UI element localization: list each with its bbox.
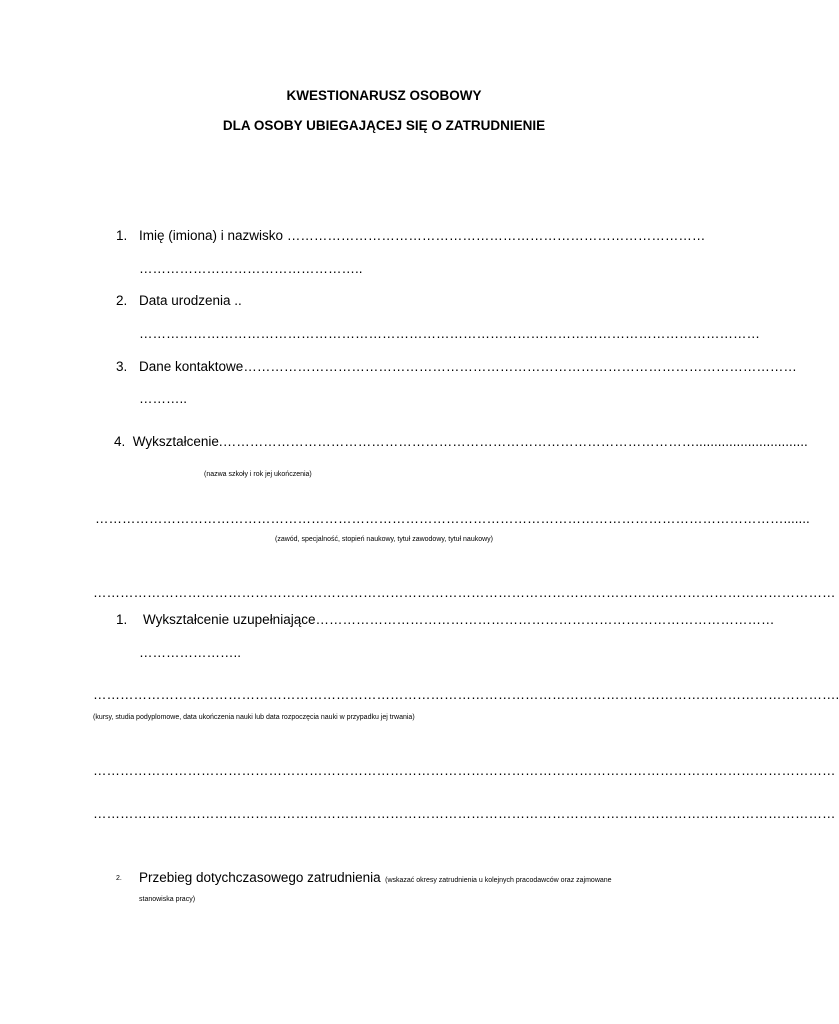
supplementary-field-line-3[interactable]: …………………………………………………………………………………………………………………………………………………. xyxy=(93,687,839,702)
item-number: 3. xyxy=(116,359,128,374)
item-number: 2. xyxy=(116,293,128,308)
education-field-line-3[interactable]: ………………………………………………………………………………………………………………………………………………… xyxy=(93,585,836,600)
contact-field-line[interactable]: …………………………………………………………………………………………………………… xyxy=(243,359,797,374)
item-number: 4. xyxy=(114,434,126,449)
supplementary-label: Wykształcenie uzupełniające xyxy=(143,612,316,627)
supplementary-field-line-5[interactable]: ………………………………………………………………………………………………………………………………………………… xyxy=(93,806,836,821)
name-label xyxy=(139,228,705,243)
supplementary-hint: (kursy, studia podyplomowe, data ukończenia nauki lub data rozpoczęcia nauki w przypadku jej trwania) xyxy=(93,714,415,721)
item-number: 1. xyxy=(116,228,128,243)
education-row xyxy=(114,434,808,449)
employment-label: Przebieg dotychczasowego zatrudnienia xyxy=(139,870,381,885)
education-hint-profession: (zawód, specjalność, stopień naukowy, tytuł zawodowy, tytuł naukowy) xyxy=(274,536,493,543)
education-label: Wykształcenie. xyxy=(132,434,223,449)
supplementary-field-line-4[interactable]: ………………………………………………………………………………………………………………………………………………… xyxy=(93,763,836,778)
supplementary-field-line[interactable]: ………………………………………………………………………………………… xyxy=(315,612,775,627)
item-number: 1. xyxy=(116,612,128,627)
birth-date-label: Data urodzenia .. xyxy=(139,293,242,308)
employment-row xyxy=(139,869,612,887)
birth-date-field-line[interactable]: ………………………………………………………………………………………………………………………… xyxy=(139,326,760,341)
name-field-line[interactable]: ………………………………………………………………………………… xyxy=(286,228,706,243)
document-title: KWESTIONARUSZ OSOBOWY xyxy=(286,88,482,103)
contact-label: Dane kontaktowe xyxy=(139,359,244,374)
contact-field-line-2[interactable]: ……….. xyxy=(139,391,188,406)
item-number: 2. xyxy=(116,875,122,882)
contact-row xyxy=(139,359,797,374)
document-subtitle: DLA OSOBY UBIEGAJĄCEJ SIĘ O ZATRUDNIENIE xyxy=(222,118,546,133)
employment-hint: (wskazać okresy zatrudnienia u kolejnych pracodawców oraz zajmowane xyxy=(385,877,612,884)
supplementary-field-line-2[interactable]: ………………….. xyxy=(139,645,242,660)
name-field-line-2[interactable]: ………………………………………….. xyxy=(139,261,363,276)
education-hint-school: (nazwa szkoły i rok jej ukończenia) xyxy=(204,471,312,478)
education-field-line[interactable]: …………………………………………………………………………………………….............................. xyxy=(222,434,808,449)
name-label-text: Imię (imiona) i nazwisko xyxy=(139,228,284,243)
supplementary-row xyxy=(143,612,775,627)
education-field-line-2[interactable]: ………………………………………………………………………………………………………………………………………....... xyxy=(95,511,810,526)
employment-hint-cont: stanowiska pracy) xyxy=(139,896,196,903)
